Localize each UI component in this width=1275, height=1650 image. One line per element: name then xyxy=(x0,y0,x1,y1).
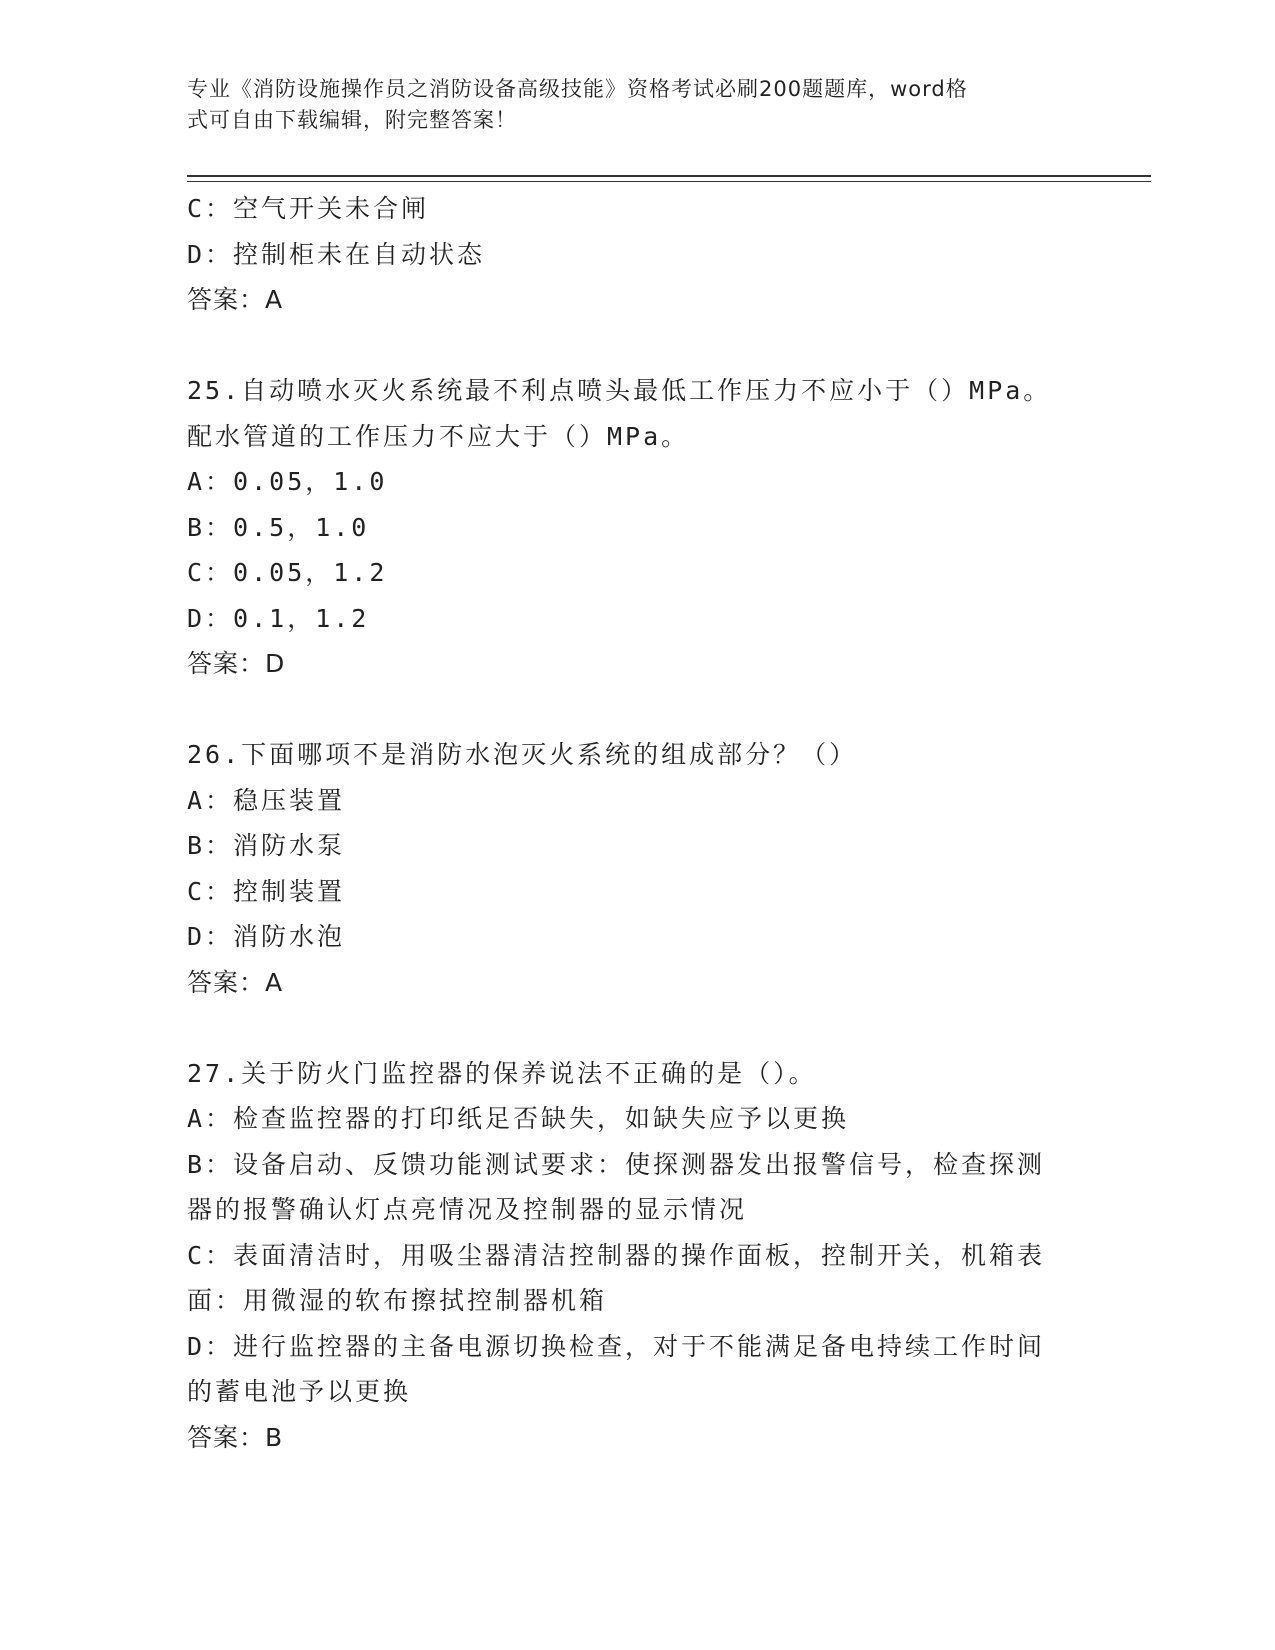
option-c: C：0.05，1.2 xyxy=(187,558,388,587)
answer: 答案：A xyxy=(187,285,284,314)
answer: 答案：D xyxy=(187,649,286,678)
question-26 xyxy=(187,732,1087,1005)
option-c: C：表面清洁时，用吸尘器清洁控制器的操作面板，控制开关，机箱表 xyxy=(187,1240,1046,1270)
option-d: D：0.1，1.2 xyxy=(187,603,370,633)
option-d-continued: 的蓄电池予以更换 xyxy=(187,1377,412,1406)
option-b: B：0.5，1.0 xyxy=(187,512,370,542)
question-stem: 25.自动喷水灭火系统最不利点喷头最低工作压力不应小于（）MPa。 xyxy=(187,376,1052,405)
option-a: A：0.05，1.0 xyxy=(187,467,388,496)
option-c: C：控制装置 xyxy=(187,876,346,906)
option-d: D：进行监控器的主备电源切换检查，对于不能满足备电持续工作时间 xyxy=(187,1331,1046,1361)
question-27 xyxy=(187,1051,1087,1461)
option-a: A：稳压装置 xyxy=(187,785,346,815)
header-divider-thick xyxy=(187,175,1151,177)
question-24 xyxy=(187,186,1087,323)
document-header xyxy=(187,74,1067,136)
question-stem: 26.下面哪项不是消防水泡灭火系统的组成部分？（） xyxy=(187,740,858,769)
question-list xyxy=(187,186,1087,1460)
option-d: D：消防水泡 xyxy=(187,922,346,951)
answer: 答案：A xyxy=(187,967,284,997)
question-stem-continued: 配水管道的工作压力不应大于（）MPa。 xyxy=(187,421,690,451)
option-b: B：消防水泵 xyxy=(187,831,346,860)
option-c-continued: 面：用微湿的软布擦拭控制器机箱 xyxy=(187,1286,608,1315)
question-25 xyxy=(187,368,1087,687)
question-stem: 27.关于防火门监控器的保养说法不正确的是（）。 xyxy=(187,1058,817,1088)
header-line-2: 式可自由下载编辑，附完整答案！ xyxy=(187,108,517,132)
answer: 答案：B xyxy=(187,1422,284,1452)
header-divider-thin xyxy=(187,181,1151,182)
option-a: A：检查监控器的打印纸足否缺失，如缺失应予以更换 xyxy=(187,1104,850,1133)
option-b-continued: 器的报警确认灯点亮情况及控制器的显示情况 xyxy=(187,1195,748,1224)
header-line-1: 专业《消防设施操作员之消防设备高级技能》资格考试必刷200题题库，word格 xyxy=(187,77,968,101)
option-c: C：空气开关未合闸 xyxy=(187,194,430,223)
option-d: D：控制柜未在自动状态 xyxy=(187,239,486,269)
option-b: B：设备启动、反馈功能测试要求：使探测器发出报警信号，检查探测 xyxy=(187,1149,1046,1179)
